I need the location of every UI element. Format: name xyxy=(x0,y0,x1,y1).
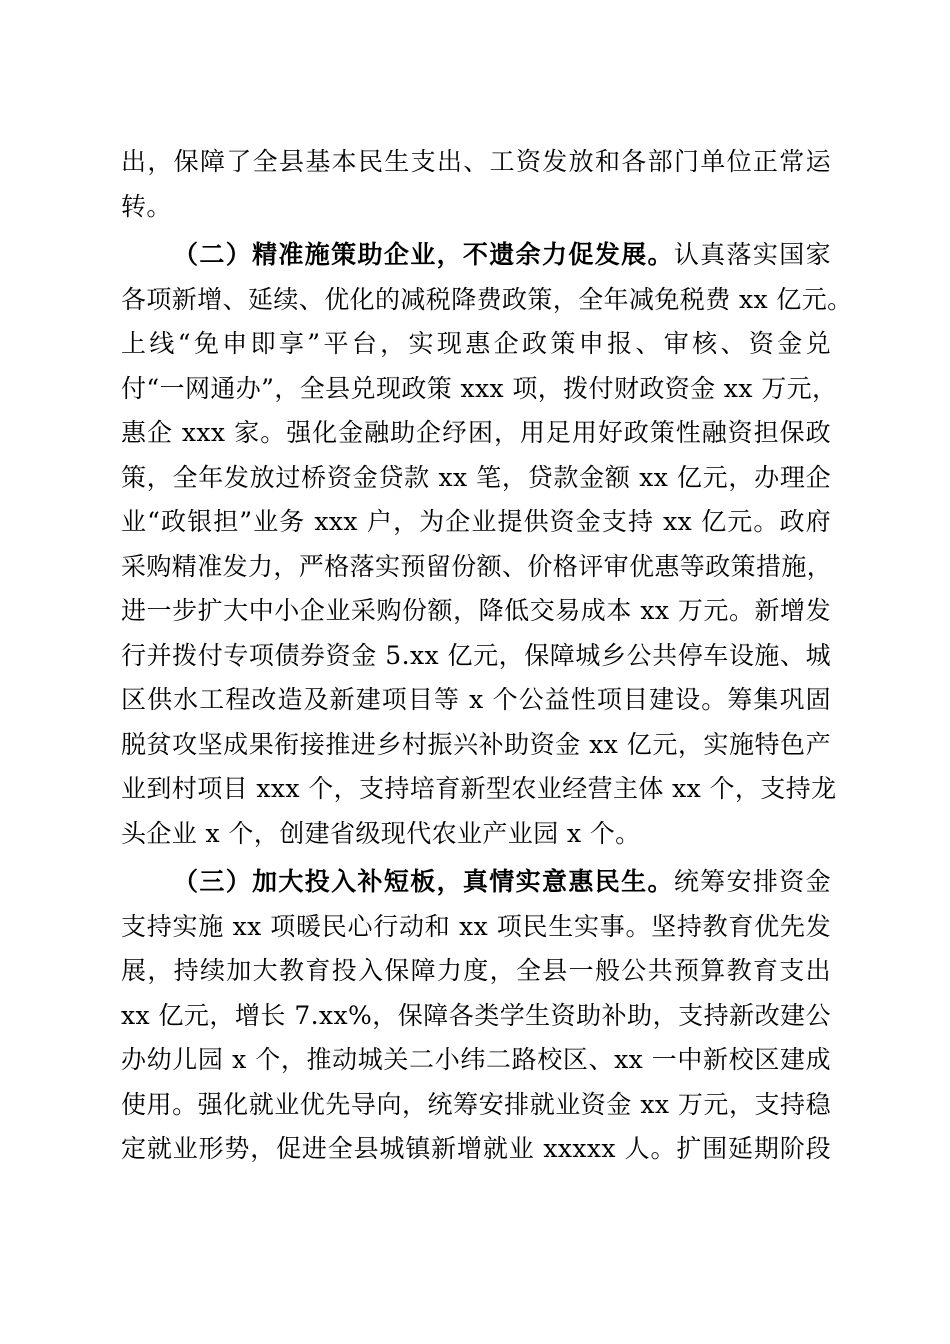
text-line: 惠企 xxx 家。强化金融助企纾困，用足用好政策性融资担保政 xyxy=(121,418,831,447)
text-line: 上线“免申即享”平台，实现惠企政策申报、审核、资金兑 xyxy=(121,329,831,358)
text-line: 定就业形势，促进全县城镇新增就业 xxxxx 人。扩围延期阶段 xyxy=(121,1134,831,1163)
text-line: 策，全年发放过桥资金贷款 xx 笔，贷款金额 xx 亿元，办理企 xyxy=(121,462,831,492)
document-page xyxy=(121,140,853,1172)
text-line: 脱贫攻坚成果衔接推进乡村振兴补助资金 xx 亿元，实施特色产 xyxy=(121,729,831,759)
section-heading: （三）加大投入补短板，真情实意惠民生。 xyxy=(173,867,674,896)
paragraph-support-enterprises xyxy=(121,233,853,856)
section-heading: （二）精准施策助企业，不遗余力促发展。 xyxy=(173,240,674,269)
text-line: 展，持续加大教育投入保障力度，全县一般公共预算教育支出 xyxy=(121,956,831,985)
text-line: 区供水工程改造及新建项目等 x 个公益性项目建设。筹集巩固 xyxy=(121,685,831,714)
text-run: 统筹安排资金 xyxy=(673,867,832,896)
text-line: xx 亿元，增长 7.xx%，保障各类学生资助补助，支持新改建公 xyxy=(121,1000,831,1030)
text-line: 业“政银担”业务 xxx 户，为企业提供资金支持 xx 亿元。政府 xyxy=(121,507,831,536)
text-line: 业到村项目 xxx 个，支持培育新型农业经营主体 xx 个，支持龙 xyxy=(121,774,837,803)
text-line: 使用。强化就业优先导向，统筹安排就业资金 xx 万元，支持稳 xyxy=(121,1089,831,1119)
text-line: 头企业 x 个，创建省级现代农业产业园 x 个。 xyxy=(121,818,641,848)
text-line: 办幼儿园 x 个，推动城关二小纬二路校区、xx 一中新校区建成 xyxy=(121,1045,831,1074)
text-line: 各项新增、延续、优化的减税降费政策，全年减免税费 xx 亿元。 xyxy=(121,284,853,314)
text-line: 行并拨付专项债券资金 5.xx 亿元，保障城乡公共停车设施、城 xyxy=(121,640,831,670)
text-line: 出，保障了全县基本民生支出、工资发放和各部门单位正常运 xyxy=(121,147,831,176)
text-line: 进一步扩大中小企业采购份额，降低交易成本 xx 万元。新增发 xyxy=(121,596,831,625)
paragraph-first-line xyxy=(121,233,831,278)
text-line: 支持实施 xx 项暖民心行动和 xx 项民生实事。坚持教育优先发 xyxy=(121,911,831,941)
text-line: 付“一网通办”，全县兑现政策 xxx 项，拨付财政资金 xx 万元， xyxy=(121,373,838,403)
paragraph-livelihood xyxy=(121,860,831,1172)
paragraph-continuation xyxy=(121,140,831,229)
paragraph-first-line xyxy=(121,860,831,905)
text-line: 转。 xyxy=(121,191,172,221)
text-run: 认真落实国家 xyxy=(673,240,832,269)
text-line: 采购精准发力，严格落实预留份额、价格评审优惠等政策措施， xyxy=(121,551,833,581)
